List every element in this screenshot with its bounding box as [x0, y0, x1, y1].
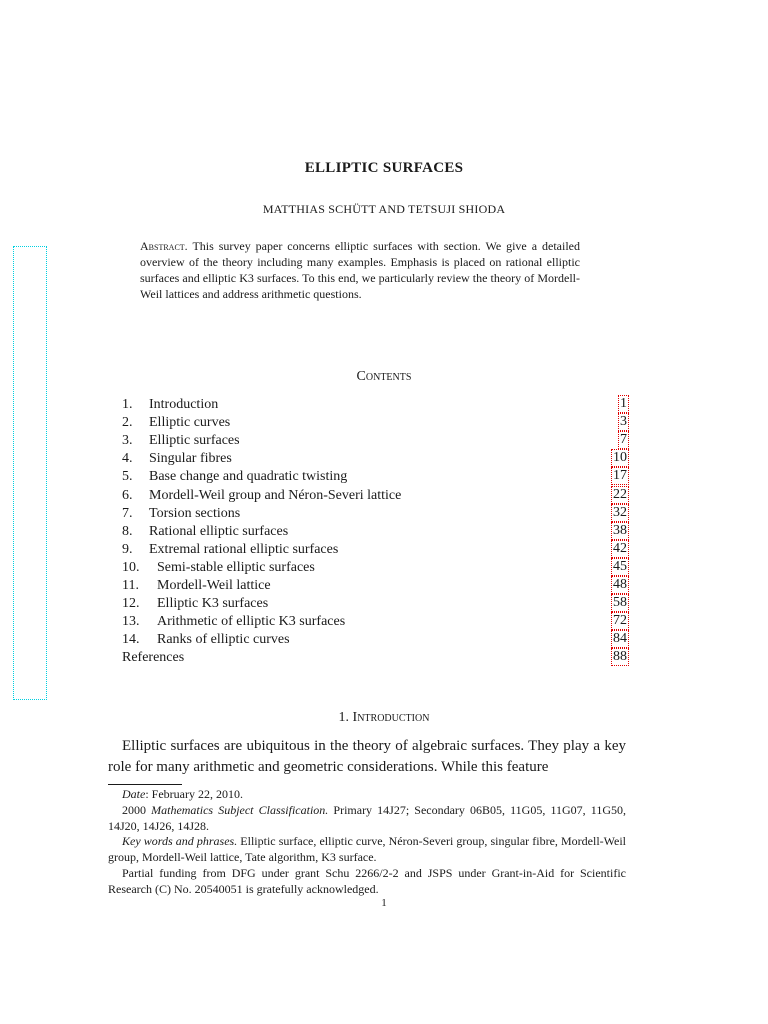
toc-entry-number: 2.: [122, 415, 133, 431]
toc-entry-title[interactable]: Introduction: [149, 397, 219, 412]
footnote-funding: Partial funding from DFG under grant Schu 2266/2-2 and JSPS under Grant-in-Aid for Scientific Research (C) No. 20540051 is gratefully acknowledged.: [108, 865, 626, 896]
date-value: : February 22, 2010.: [145, 787, 243, 801]
toc-entry[interactable]: [122, 487, 628, 505]
msc-label: Mathematics Subject Classification.: [151, 802, 329, 817]
toc-entry-number: 3.: [122, 433, 133, 449]
toc-entry-title[interactable]: Rational elliptic surfaces: [149, 523, 289, 539]
toc-entry-number: 13.: [122, 614, 140, 630]
abstract-label: Abstract.: [140, 239, 188, 253]
toc-entry[interactable]: [122, 559, 628, 577]
abstract: [140, 238, 580, 302]
abstract-text: This survey paper concerns elliptic surfaces with section. We give a detailed overview of the theory including many examples. Emphasis is placed on rational elliptic surfaces and elliptic K3 surfaces. To this end, we particularly review the theory of Mordell-Weil lattices and address arithmetic questions.: [140, 239, 580, 301]
toc-entry-number: 9.: [122, 541, 133, 557]
link-highlight-box[interactable]: [13, 246, 47, 700]
toc-entry-number: 4.: [122, 451, 133, 467]
msc-prefix: 2000: [122, 802, 152, 817]
date-label: Date: [122, 787, 146, 801]
toc-entry-title[interactable]: Mordell-Weil group and Néron-Severi lattice: [149, 487, 402, 503]
toc-entry-title[interactable]: Elliptic curves: [149, 415, 231, 431]
toc-entry-title[interactable]: Ranks of elliptic curves: [157, 632, 290, 648]
toc-entry[interactable]: [122, 613, 628, 631]
footnote-rule: [108, 784, 182, 785]
toc-entry-title[interactable]: Elliptic K3 surfaces: [157, 596, 269, 612]
toc-entry-title[interactable]: Arithmetic of elliptic K3 surfaces: [157, 614, 346, 630]
page-number: 1: [381, 897, 387, 909]
toc-entry-page-link[interactable]: 84: [613, 631, 627, 647]
toc-entry-page-link[interactable]: 45: [613, 558, 627, 574]
section-title: Introduction: [352, 710, 430, 725]
keywords-label: Key words and phrases.: [122, 834, 238, 849]
toc-entry[interactable]: [122, 523, 628, 541]
toc-entry-page-link[interactable]: 88: [613, 649, 627, 665]
toc-entry-page-link[interactable]: 7: [620, 432, 627, 448]
toc-entry-page-link[interactable]: 58: [613, 595, 627, 611]
toc-entry-number: 11.: [122, 578, 139, 593]
toc-entry-page-link[interactable]: 72: [613, 613, 627, 629]
keywords-value: Elliptic surface, elliptic curve, Néron-Severi group, singular fibre, Mordell-Weil group, Mordell-Weil lattice, Tate algorithm, K3 surface.: [108, 834, 627, 865]
contents-heading: Contents: [356, 369, 412, 384]
toc-entry-title[interactable]: Semi-stable elliptic surfaces: [157, 559, 315, 575]
toc-entry-number: 5.: [122, 469, 133, 485]
toc-entry-page-link[interactable]: 32: [613, 504, 627, 520]
toc-entry-page-link[interactable]: 17: [613, 468, 627, 484]
toc-entry[interactable]: [122, 432, 628, 450]
introduction-paragraph: Elliptic surfaces are ubiquitous in the theory of algebraic surfaces. They play a key role for many arithmetic and geometric considerations. While this feature: [108, 738, 626, 775]
toc-entry[interactable]: [122, 577, 628, 595]
toc-entry-title[interactable]: Elliptic surfaces: [149, 433, 240, 449]
toc-entry-title[interactable]: Base change and quadratic twisting: [149, 469, 348, 485]
toc-entry[interactable]: [122, 505, 628, 523]
footnote-date: [108, 787, 626, 803]
msc-value: Primary 14J27; Secondary 06B05, 11G05, 11G07, 11G50, 14J20, 14J26, 14J28.: [108, 802, 626, 833]
toc-entry-title[interactable]: Torsion sections: [149, 505, 241, 521]
toc-entry[interactable]: [122, 631, 628, 649]
section-heading-introduction: [0, 710, 768, 726]
toc-entry-number: 10.: [122, 559, 140, 575]
toc-entry[interactable]: [122, 541, 628, 559]
footnote-keywords: [108, 834, 626, 866]
toc-entry-page-link[interactable]: 42: [613, 540, 627, 556]
paper-title: ELLIPTIC SURFACES: [304, 160, 464, 176]
toc-entry[interactable]: [122, 595, 628, 613]
toc-entry-page-link[interactable]: 22: [613, 486, 627, 502]
toc-entry[interactable]: [122, 414, 628, 432]
footnote-msc: [108, 803, 626, 835]
toc-entry-page-link[interactable]: 10: [613, 450, 627, 466]
toc-entry-page-link[interactable]: 48: [613, 577, 627, 592]
toc-entry[interactable]: [122, 468, 628, 486]
toc-entry[interactable]: [122, 649, 628, 667]
toc-entry-number: 6.: [122, 487, 133, 503]
toc-entry-number: 1.: [122, 397, 133, 412]
toc-entry-number: 12.: [122, 596, 140, 612]
toc-entry-title[interactable]: References: [122, 650, 185, 666]
toc-entry-page-link[interactable]: 1: [620, 396, 627, 411]
toc-entry[interactable]: [122, 396, 628, 414]
toc-entry-page-link[interactable]: 3: [620, 414, 627, 430]
toc-entry-page-link[interactable]: 38: [613, 522, 627, 538]
footnotes: [108, 787, 626, 898]
toc-entry-number: 7.: [122, 505, 133, 521]
toc-entry-title[interactable]: Extremal rational elliptic surfaces: [149, 541, 339, 557]
toc-entry-title[interactable]: Mordell-Weil lattice: [157, 578, 271, 593]
paper-authors: MATTHIAS SCHÜTT AND TETSUJI SHIODA: [262, 202, 506, 216]
toc-entry[interactable]: [122, 450, 628, 468]
section-number: 1.: [338, 710, 350, 725]
toc-entry-number: 14.: [122, 632, 140, 648]
toc-entry-number: 8.: [122, 523, 133, 539]
toc-entry-title[interactable]: Singular fibres: [149, 451, 232, 467]
